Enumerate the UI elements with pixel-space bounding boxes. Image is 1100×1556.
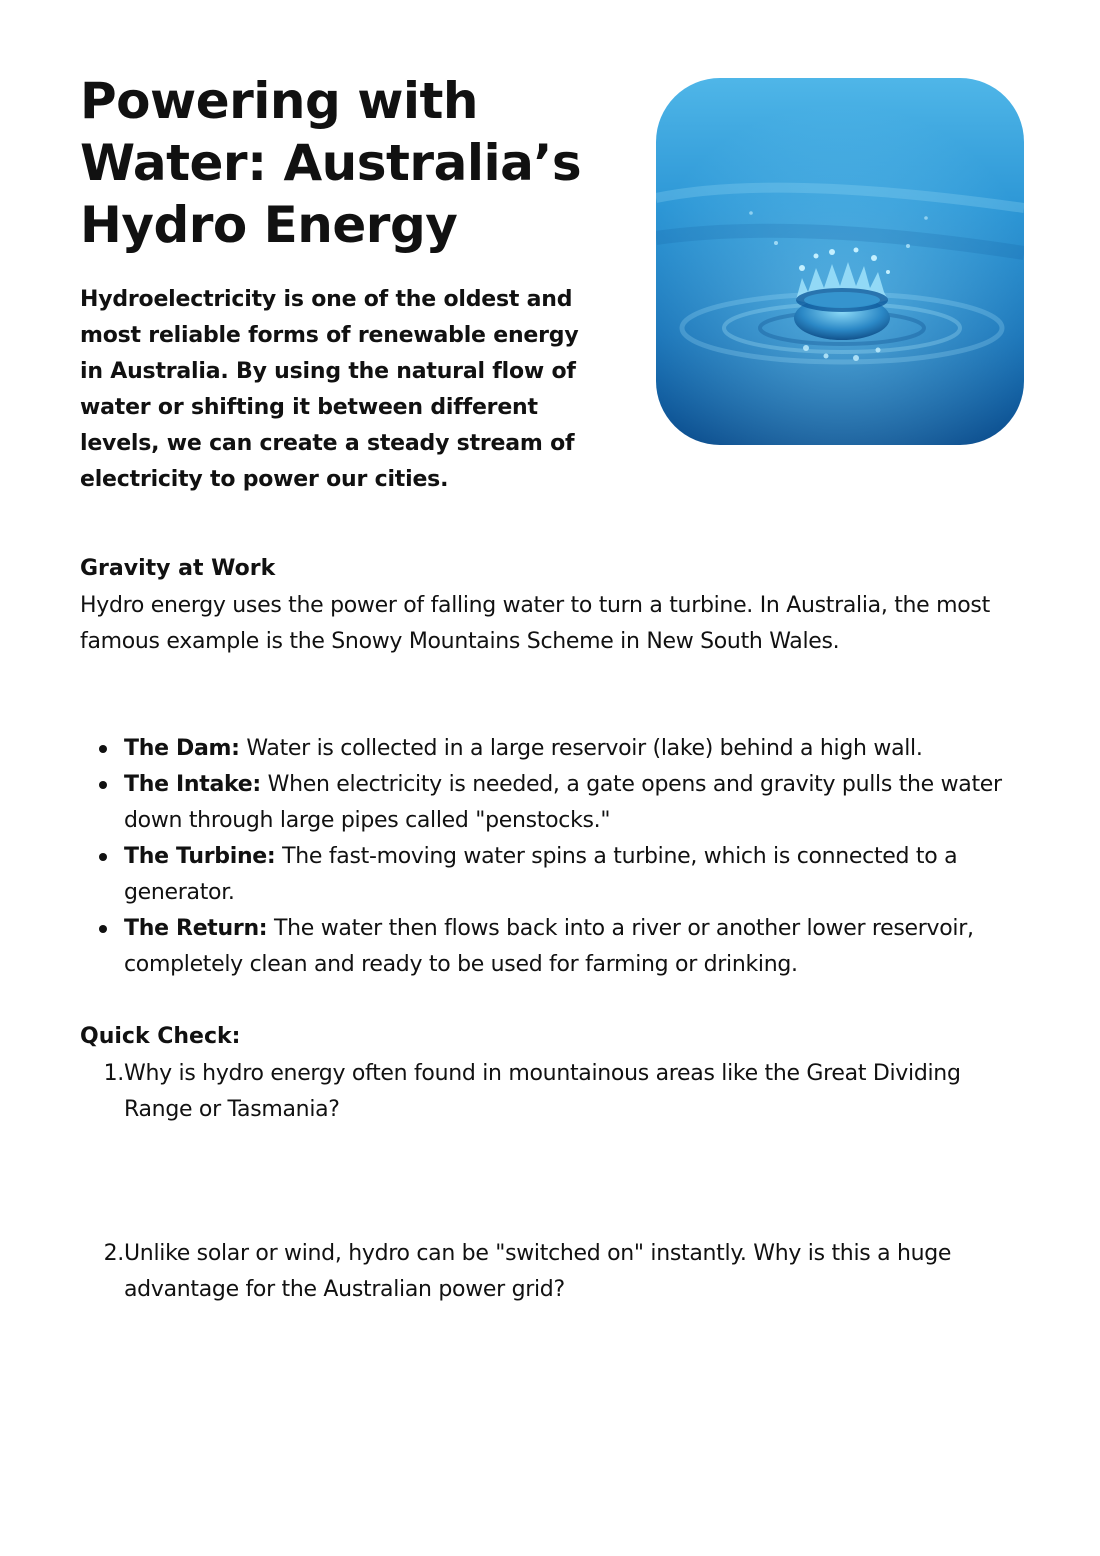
question-2 — [80, 1236, 1020, 1308]
question-number: 2. — [103, 1241, 124, 1266]
section-body: Hydro energy uses the power of falling water to turn a turbine. In Australia, the most famous example is the Snowy Mountains Scheme in New South Wales. — [80, 593, 990, 654]
bullet-icon — [99, 745, 107, 753]
bullet-icon — [99, 781, 107, 789]
intro-paragraph: Hydroelectricity is one of the oldest and most reliable forms of renewable energy in Australia. By using the natural flow of water or shifting it between different levels, we can create a steady stream of electricity to power our cities. — [80, 287, 579, 492]
bullet-icon — [99, 853, 107, 861]
step-text: The fast-moving water spins a turbine, which is connected to a generator. — [124, 844, 958, 905]
step-text: When electricity is needed, a gate opens and gravity pulls the water down through large pipes called "penstocks." — [124, 772, 1002, 833]
step-text: Water is collected in a large reservoir (lake) behind a high wall. — [239, 736, 923, 761]
steps-list — [80, 731, 1040, 983]
question-text: Unlike solar or wind, hydro can be "switched on" instantly. Why is this a huge advantage for the Australian power grid? — [124, 1241, 952, 1302]
question-1 — [80, 1056, 1020, 1128]
bullet-icon — [99, 925, 107, 933]
list-item — [80, 731, 1040, 767]
step-label: The Dam: — [124, 736, 240, 761]
step-text: The water then flows back into a river or another lower reservoir, completely clean and ready to be used for farming or drinking. — [124, 916, 974, 977]
page-title: Powering with Water: Australia’s Hydro Energy — [80, 72, 582, 254]
step-label: The Return: — [124, 916, 268, 941]
section-heading: Gravity at Work — [80, 556, 276, 581]
quick-check-heading: Quick Check: — [80, 1024, 241, 1049]
step-label: The Intake: — [124, 772, 261, 797]
list-item — [80, 911, 1040, 983]
water-droplet-splash-image — [656, 78, 1024, 445]
step-label: The Turbine: — [124, 844, 276, 869]
list-item — [80, 767, 1040, 839]
list-item — [80, 839, 1040, 911]
question-text: Why is hydro energy often found in mountainous areas like the Great Dividing Range or Tasmania? — [124, 1061, 961, 1122]
question-number: 1. — [103, 1061, 124, 1086]
